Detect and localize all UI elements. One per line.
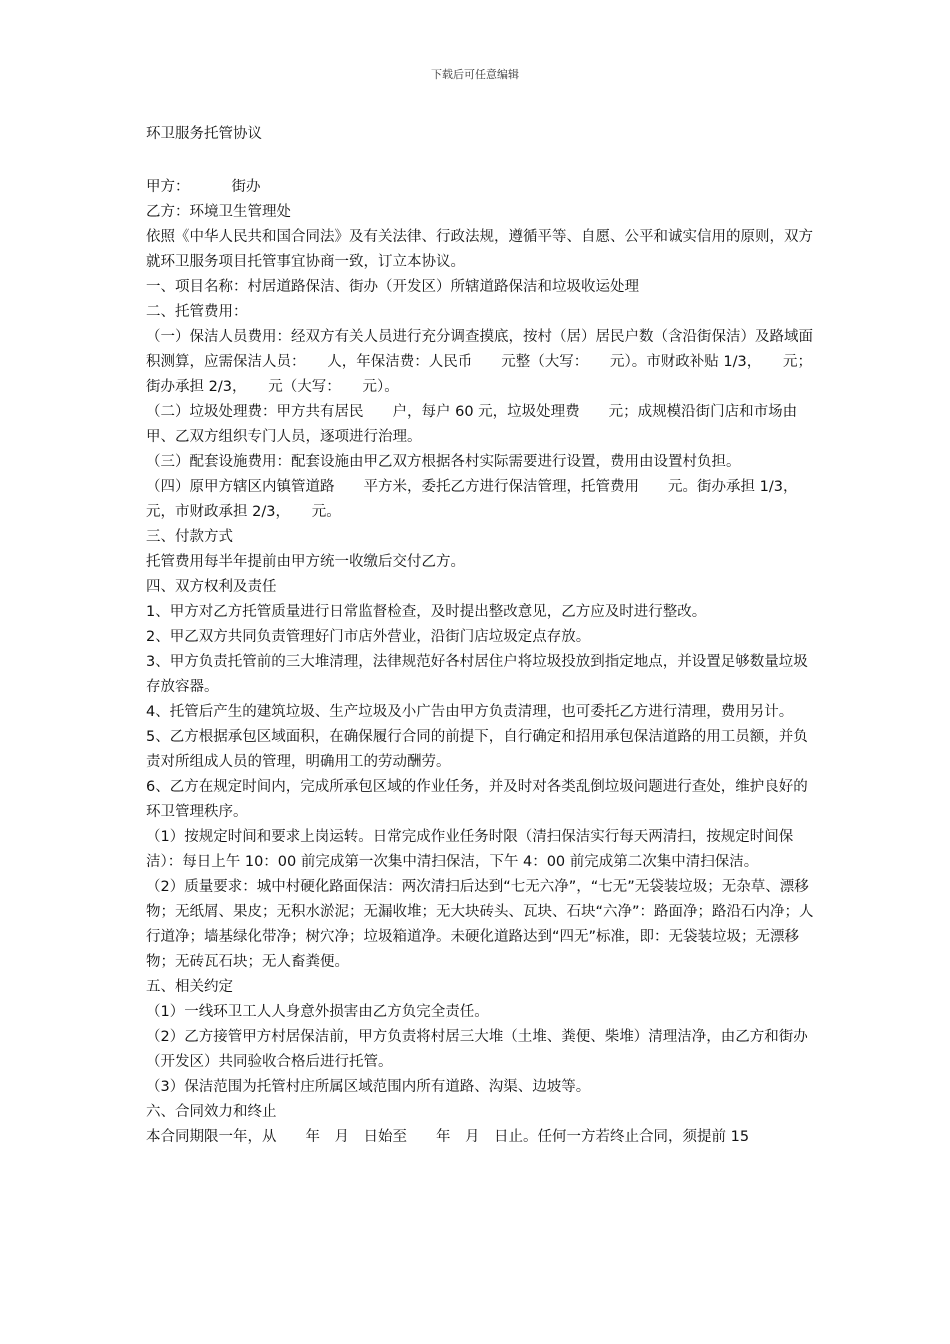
preamble-paragraph: 依照《中华人民共和国合同法》及有关法律、行政法规，遵循平等、自愿、公平和诚实信用的原则，双方就环卫服务项目托管事宜协商一致，订立本协议。 <box>146 229 813 270</box>
term-paragraph: 本合同期限一年，从 年 月 日始至 年 月 日止。任何一方若终止合同，须提前 15 <box>146 1129 750 1145</box>
duty-item-3: 3、甲方负责托管前的三大堆清理，法律规范好各村居住户将垃圾投放到指定地点，并设置足够数量垃圾存放容器。 <box>146 654 808 695</box>
document-title: 环卫服务托管协议 <box>146 126 262 142</box>
duty-item-4: 4、托管后产生的建筑垃圾、生产垃圾及小广告由甲方负责清理，也可委托乙方进行清理，费用另计。 <box>146 704 794 720</box>
section-1-heading: 一、项目名称：村居道路保洁、街办（开发区）所辖道路保洁和垃圾收运处理 <box>146 279 639 295</box>
party-a-label: 甲方： <box>146 179 190 195</box>
payment-paragraph: 托管费用每半年提前由甲方统一收缴后交付乙方。 <box>146 554 465 570</box>
section-5-heading: 五、相关约定 <box>146 979 233 995</box>
fee-item-3: （三）配套设施费用：配套设施由甲乙双方根据各村实际需要进行设置，费用由设置村负担。 <box>146 454 741 470</box>
document-body <box>146 122 818 1150</box>
duty-item-2: 2、甲乙双方共同负责管理好门市店外营业，沿街门店垃圾定点存放。 <box>146 629 591 645</box>
section-2-heading: 二、托管费用： <box>146 304 248 320</box>
agreement-item-3: （3）保洁范围为托管村庄所属区域范围内所有道路、沟渠、边坡等。 <box>146 1079 591 1095</box>
party-a-value: 街办 <box>231 179 261 195</box>
party-a-line <box>146 175 818 200</box>
section-4-heading: 四、双方权利及责任 <box>146 579 277 595</box>
page-header: 下载后可任意编辑 <box>431 68 519 81</box>
duty-item-1: 1、甲方对乙方托管质量进行日常监督检查，及时提出整改意见，乙方应及时进行整改。 <box>146 604 707 620</box>
fee-item-1: （一）保洁人员费用：经双方有关人员进行充分调查摸底，按村（居）居民户数（含沿街保洁）及路域面积测算，应需保洁人员： 人，年保洁费：人民币 元整（大写： 元）。市财政补贴 1/3， 元；街办承担 2/3， 元（大写： 元）。 <box>146 329 813 395</box>
duty-item-5: 5、乙方根据承包区域面积，在确保履行合同的前提下，自行确定和招用承包保洁道路的用工员额，并负责对所组成人员的管理，明确用工的劳动酬劳。 <box>146 729 808 770</box>
party-b-line: 乙方：环境卫生管理处 <box>146 204 291 220</box>
section-3-heading: 三、付款方式 <box>146 529 233 545</box>
fee-item-2: （二）垃圾处理费：甲方共有居民 户，每户 60 元，垃圾处理费 元；成规模沿街门店和市场由甲、乙双方组织专门人员，逐项进行治理。 <box>146 404 798 445</box>
agreement-item-2: （2）乙方接管甲方村居保洁前，甲方负责将村居三大堆（土堆、粪便、柴堆）清理洁净，由乙方和街办（开发区）共同验收合格后进行托管。 <box>146 1029 808 1070</box>
duty-subitem-2: （2）质量要求：城中村硬化路面保洁：两次清扫后达到“七无六净”，“七无”无袋装垃圾；无杂草、漂移物；无纸屑、果皮；无积水淤泥；无漏收堆；无大块砖头、瓦块、石块“六净”：路面净；路沿石内净；人行道净；墙基绿化带净；树穴净；垃圾箱道净。未硬化道路达到“四无”标准，即：无袋装垃圾；无漂移物；无砖瓦石块；无人畜粪便。 <box>146 879 814 970</box>
fee-item-4: （四）原甲方辖区内镇管道路 平方米，委托乙方进行保洁管理，托管费用 元。街办承担 1/3， 元，市财政承担 2/3， 元。 <box>146 479 820 520</box>
section-6-heading: 六、合同效力和终止 <box>146 1104 277 1120</box>
duty-subitem-1: （1）按规定时间和要求上岗运转。日常完成作业任务时限（清扫保洁实行每天两清扫，按规定时间保洁）：每日上午 10：00 前完成第一次集中清扫保洁，下午 4：00 前完成第二次集中清扫保洁。 <box>146 829 794 870</box>
duty-item-6: 6、乙方在规定时间内，完成所承包区域的作业任务，并及时对各类乱倒垃圾问题进行查处，维护良好的环卫管理秩序。 <box>146 779 808 820</box>
agreement-item-1: （1）一线环卫工人人身意外损害由乙方负完全责任。 <box>146 1004 489 1020</box>
